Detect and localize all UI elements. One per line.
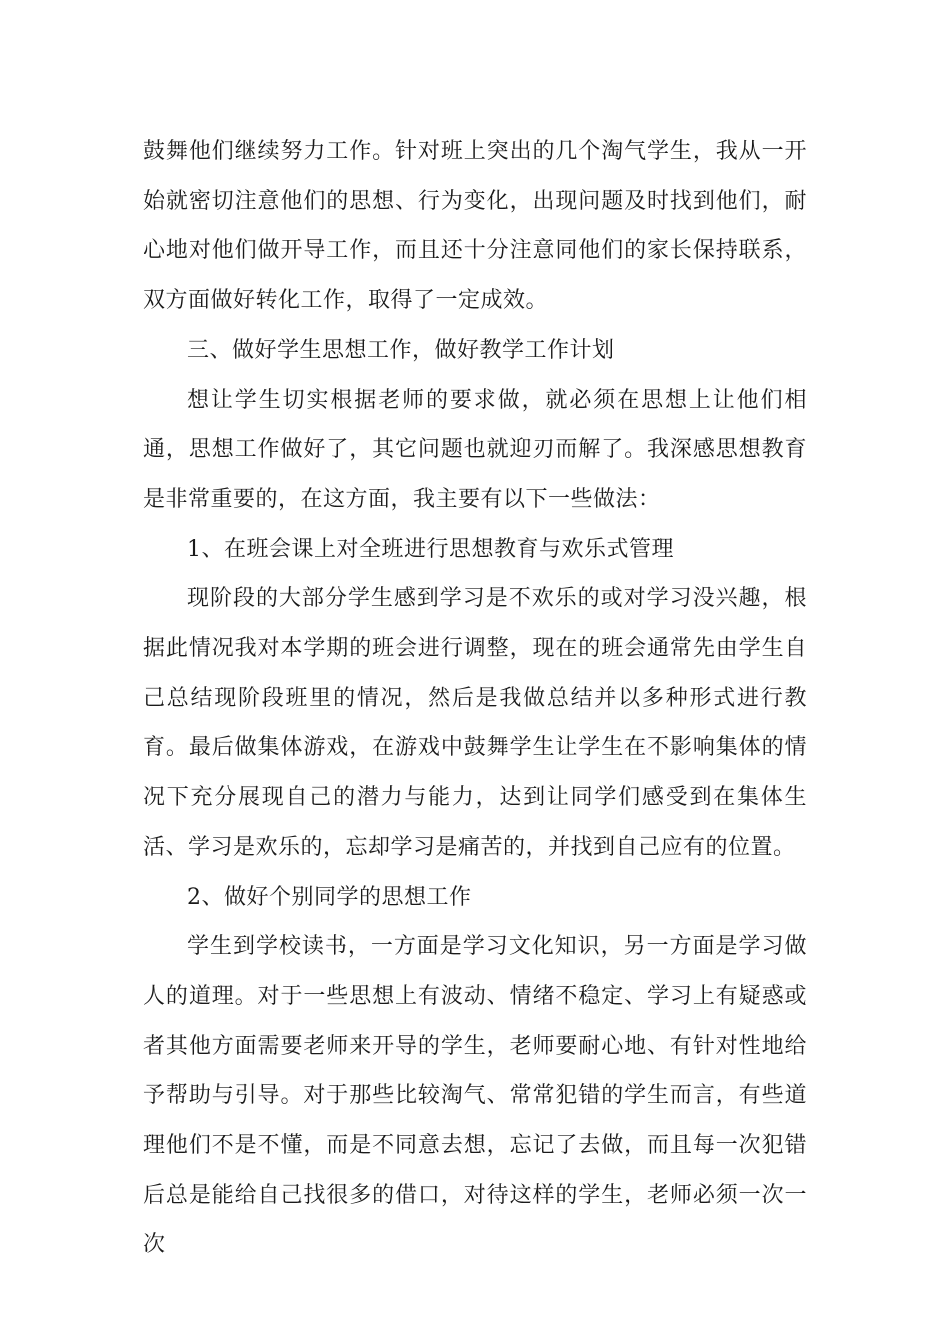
document-page	[143, 127, 807, 1270]
paragraph-continuation: 鼓舞他们继续努力工作。针对班上突出的几个淘气学生，我从一开始就密切注意他们的思想、行为变化，出现问题及时找到他们，耐心地对他们做开导工作，而且还十分注意同他们的家长保持联系，双方面做好转化工作，取得了一定成效。	[143, 139, 807, 314]
paragraph-individual-students: 学生到学校读书，一方面是学习文化知识，另一方面是学习做人的道理。对于一些思想上有波动、情绪不稳定、学习上有疑惑或者其他方面需要老师来开导的学生，老师要耐心地、有针对性地给予帮助与引导。对于那些比较淘气、常常犯错的学生而言，有些道理他们不是不懂，而是不同意去想，忘记了去做，而且每一次犯错后总是能给自己找很多的借口，对待这样的学生，老师必须一次一次	[143, 934, 807, 1258]
section-heading-three: 三、做好学生思想工作，做好教学工作计划	[187, 337, 615, 363]
subheading-one: 1、在班会课上对全班进行思想教育与欢乐式管理	[187, 536, 674, 562]
paragraph-ideology-intro: 想让学生切实根据老师的要求做，就必须在思想上让他们相通，思想工作做好了，其它问题也就迎刃而解了。我深感思想教育是非常重要的，在这方面，我主要有以下一些做法：	[143, 387, 807, 512]
paragraph-class-meeting: 现阶段的大部分学生感到学习是不欢乐的或对学习没兴趣，根据此情况我对本学期的班会进行调整，现在的班会通常先由学生自己总结现阶段班里的情况，然后是我做总结并以多种形式进行教育。最后做集体游戏，在游戏中鼓舞学生让学生在不影响集体的情况下充分展现自己的潜力与能力，达到让同学们感受到在集体生活、学习是欢乐的，忘却学习是痛苦的，并找到自己应有的位置。	[143, 586, 807, 860]
subheading-two: 2、做好个别同学的思想工作	[187, 884, 472, 910]
